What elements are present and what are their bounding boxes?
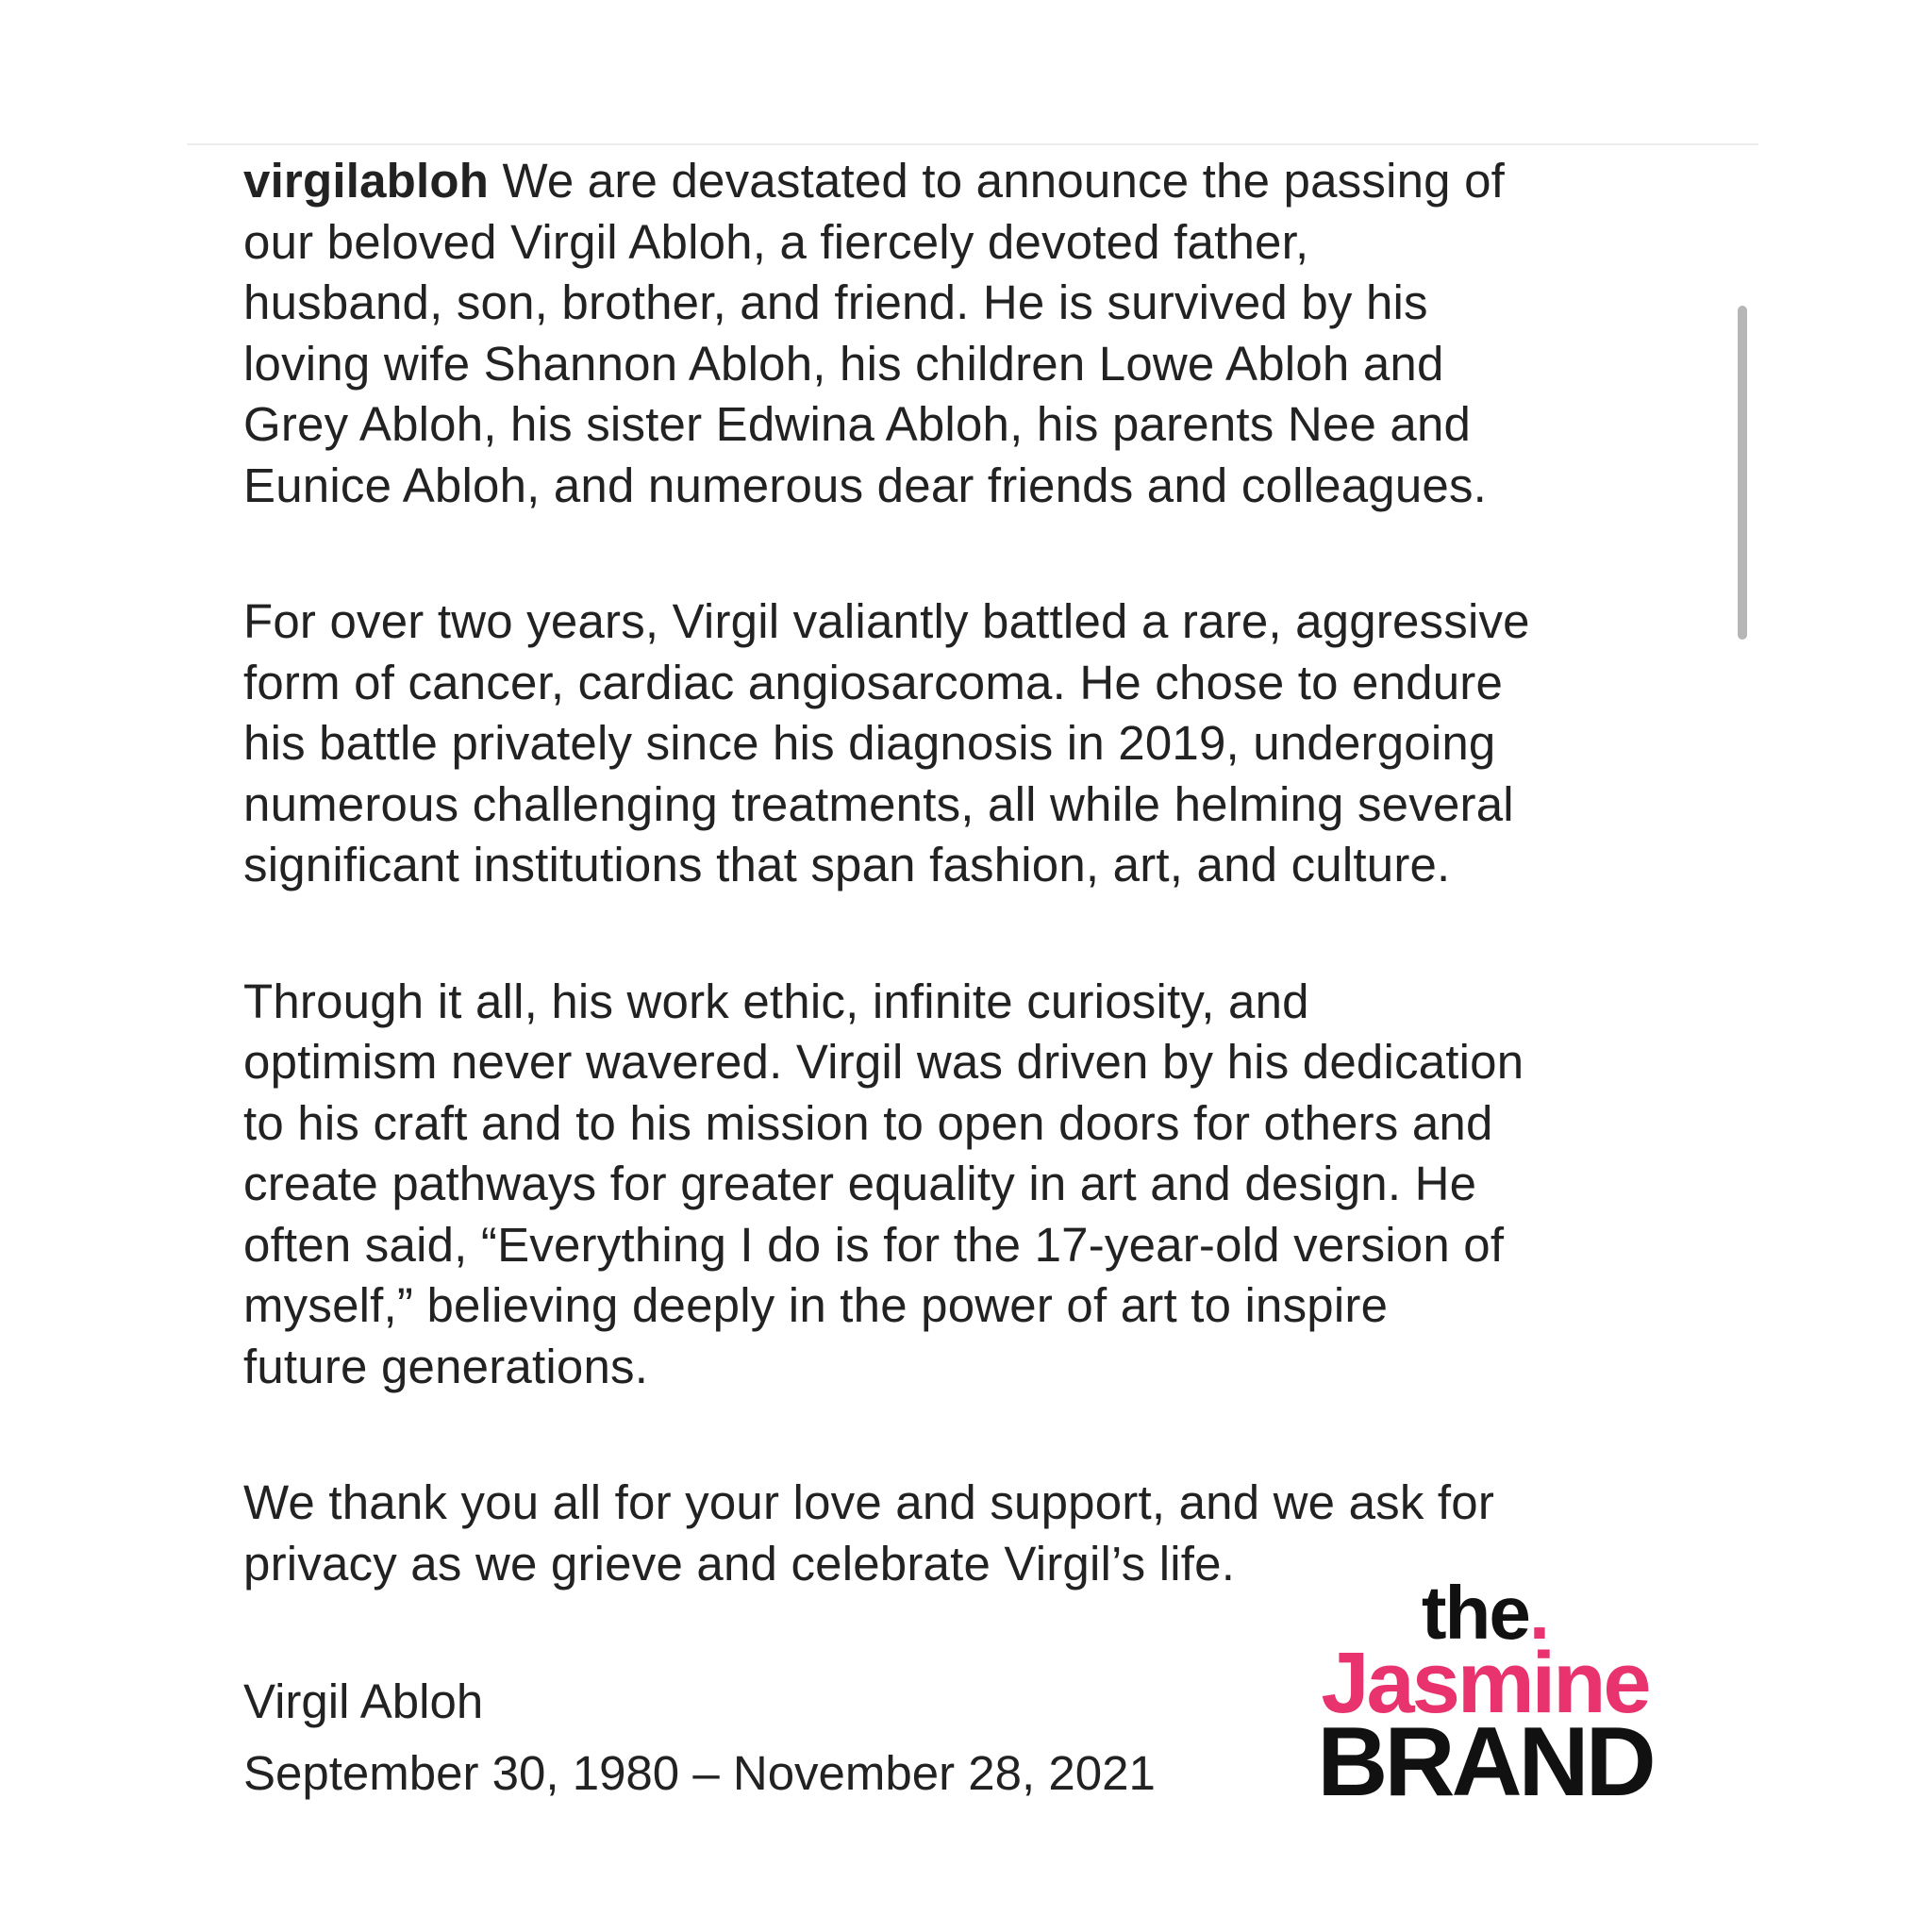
- logo-jasmine-text: Jasmine: [1321, 1635, 1649, 1731]
- caption-paragraph-2: For over two years, Virgil valiantly battled a rare, aggressive form of cancer, cardiac angiosarcoma. He chose to endure his battle privately since his diagnosis in 2019, undergoing numerous challenging treatments, all while helming several significant institutions that span fashion, art, and culture.: [243, 594, 1530, 891]
- signature-dates: September 30, 1980 – November 28, 2021: [243, 1746, 1156, 1800]
- caption-paragraph-1: [243, 151, 1715, 516]
- signature-block: [243, 1666, 1156, 1809]
- the-jasmine-brand-logo: [1306, 1571, 1664, 1817]
- logo-the-text: the.: [1421, 1571, 1549, 1655]
- username-link[interactable]: virgilabloh: [243, 154, 490, 208]
- vertical-scrollbar[interactable]: [1738, 306, 1747, 640]
- caption-paragraph-4: We thank you all for your love and support, and we ask for privacy as we grieve and celebrate Virgil’s life.: [243, 1475, 1495, 1591]
- signature-name: Virgil Abloh: [243, 1674, 484, 1728]
- caption-paragraph-1-text: We are devastated to announce the passing of our beloved Virgil Abloh, a fiercely devoted father, husband, son, brother, and friend. He is survived by his loving wife Shannon Abloh, his children Lowe Abloh and Grey Abloh, his sister Edwina Abloh, his parents Nee and Eunice Abloh, and numerous dear friends and colleagues.: [243, 154, 1506, 512]
- caption-paragraph-3: Through it all, his work ethic, infinite curiosity, and optimism never wavered. Virgil was driven by his dedication to his craft and to his mission to open doors for others and create pathways for greater equality in art and design. He often said, “Everything I do is for the 17-year-old version of myself,” believing deeply in the power of art to inspire future generations.: [243, 974, 1524, 1393]
- top-divider: [187, 143, 1758, 145]
- post-caption: [243, 151, 1715, 1657]
- logo-brand-text: BRAND: [1317, 1707, 1653, 1817]
